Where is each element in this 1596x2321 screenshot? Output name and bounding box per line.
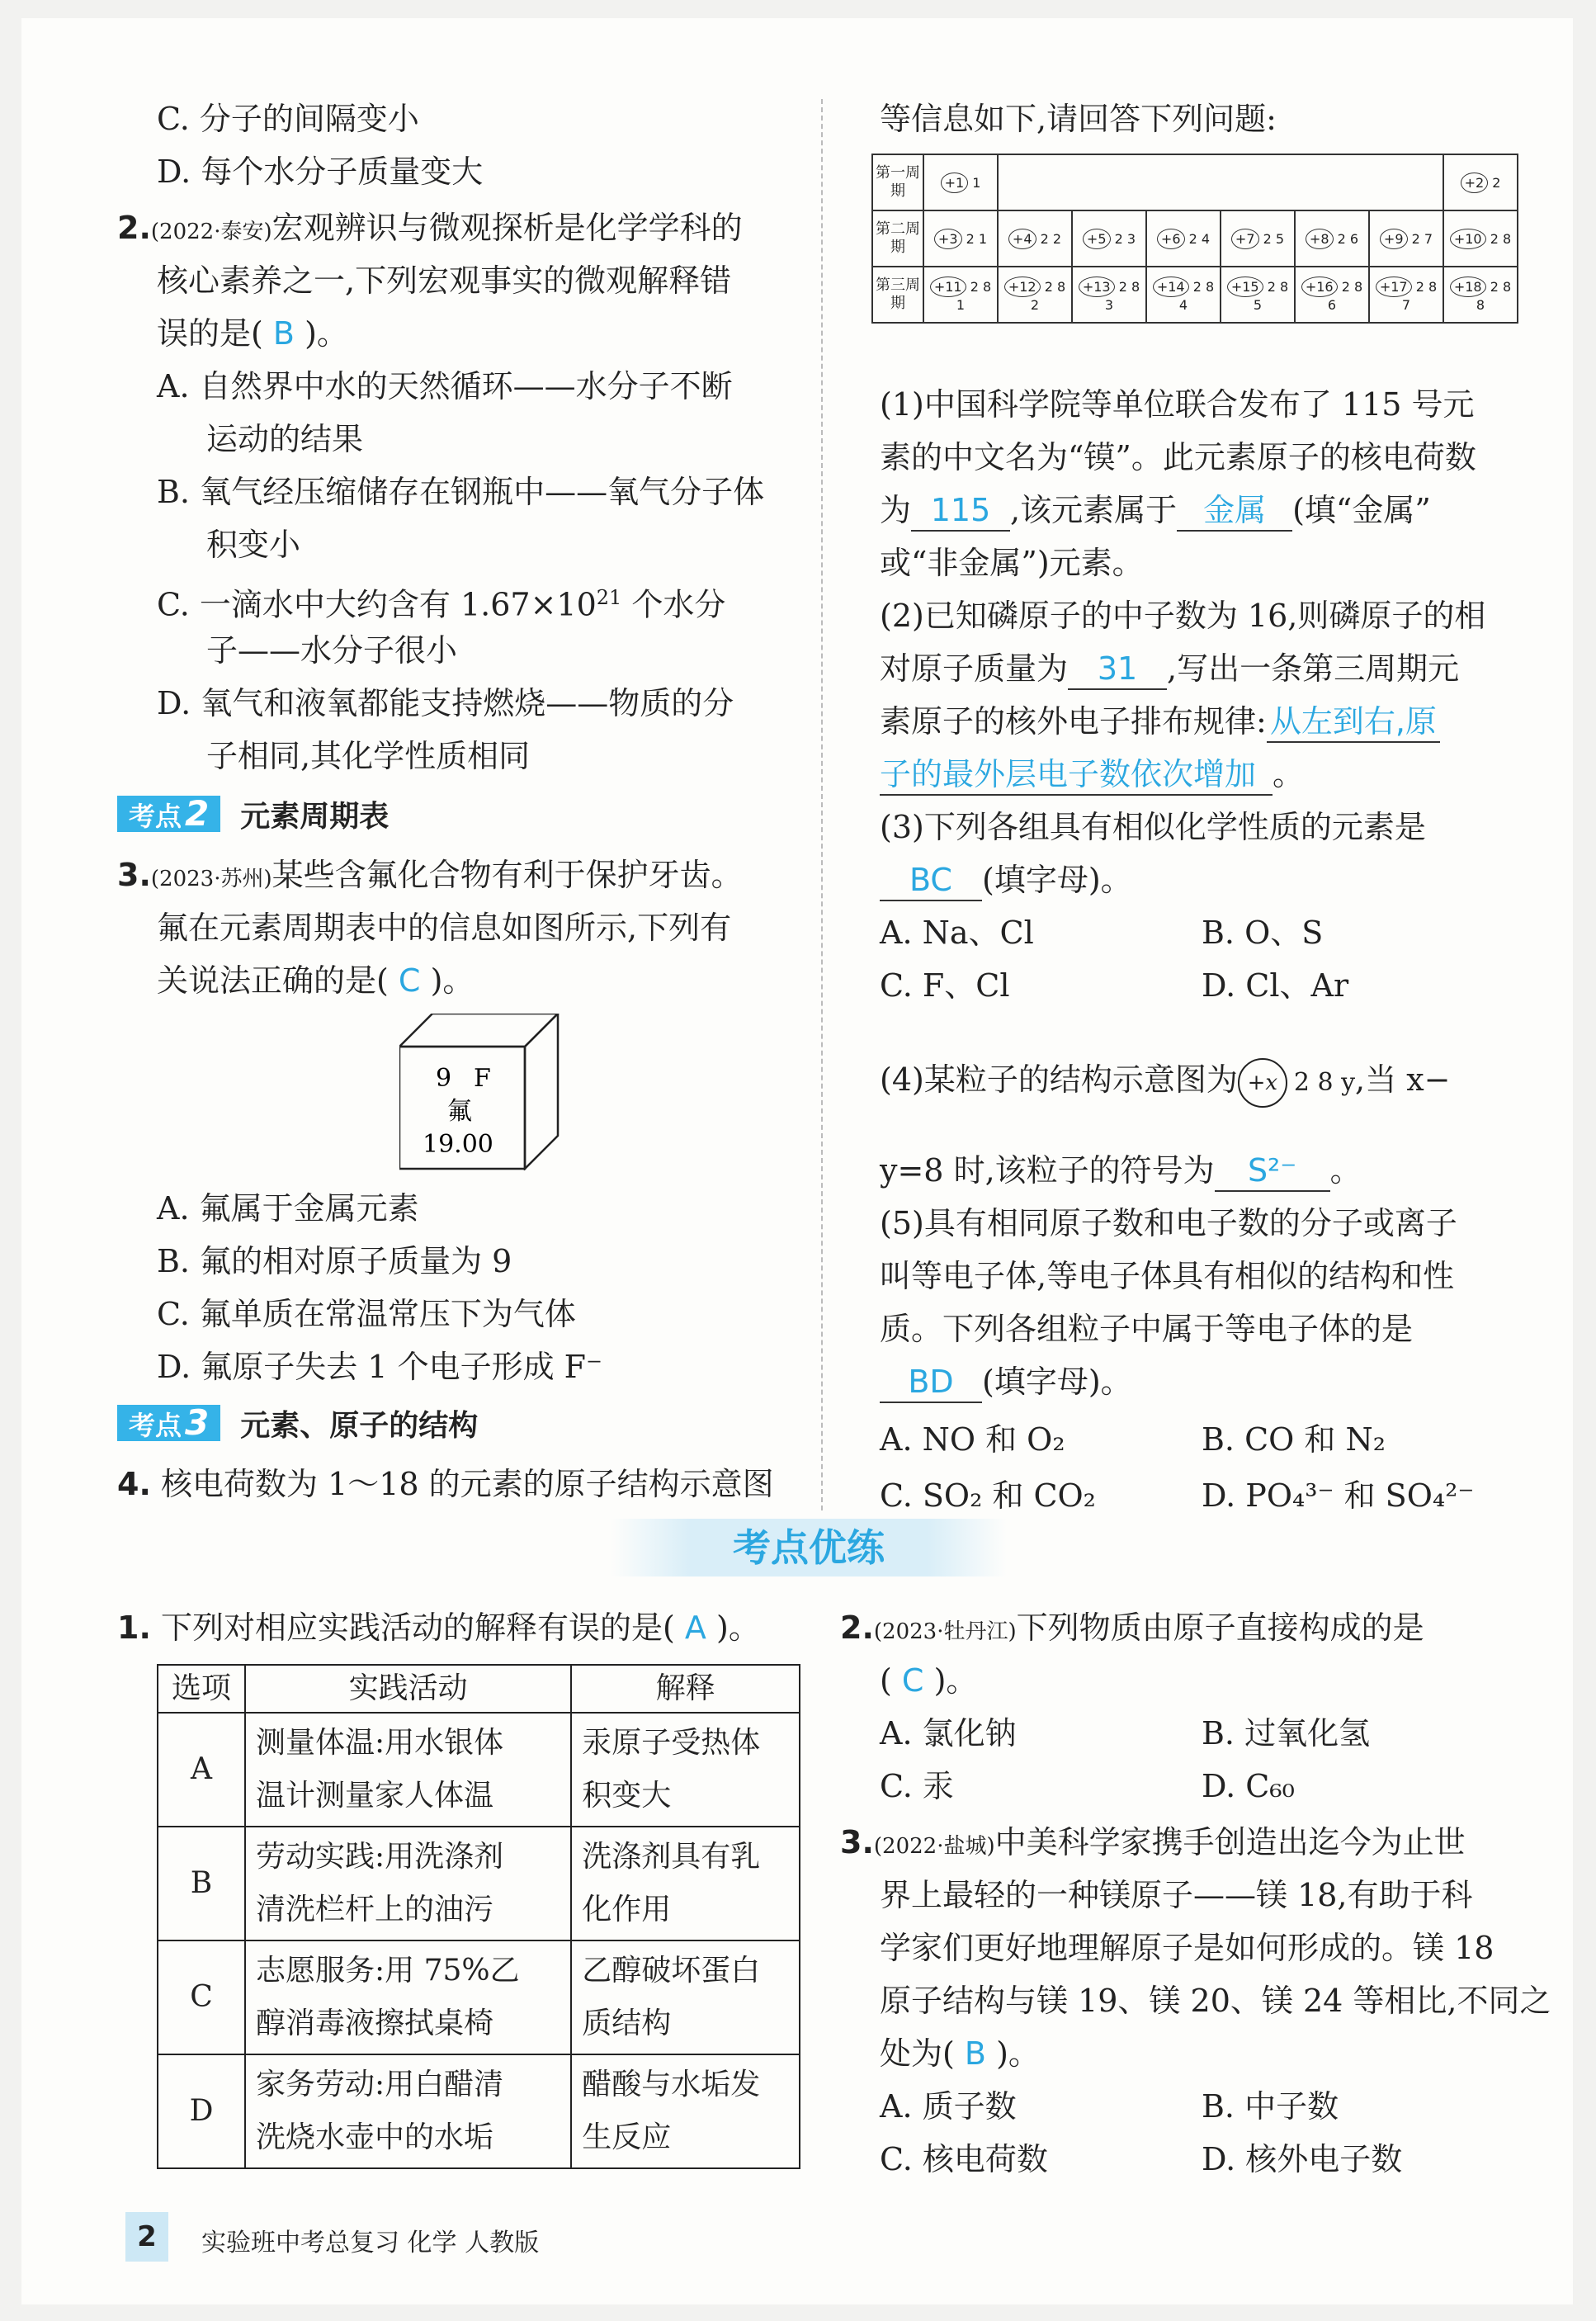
p2-end: 。 [1273,756,1305,792]
atom-cell [1146,210,1221,267]
explanation-line1: 乙醇破坏蛋白 [582,1954,761,1988]
period-3-row [872,267,1518,323]
bq3-stem-line4: 原子结构与镁 19、镁 20、镁 24 等相比,不同之 [880,1983,1551,2019]
nucleus: +7 [1231,229,1259,249]
p3-text: (填字母)。 [982,862,1132,898]
p2-line3 [880,695,1440,748]
q2-stem-line2: 核心素养之一,下列宏观事实的微观解释错 [157,262,732,299]
p4-text: (4)某粒子的结构示意图为 [880,1061,1238,1098]
element-cube-diagram [399,1014,564,1170]
column-divider [821,99,823,1510]
bq1-answer: A [684,1610,706,1646]
bq2-end: )。 [933,1662,978,1699]
p4-end: 。 [1329,1152,1362,1189]
p1-line4: 或“非金属”)元素。 [880,545,1144,581]
bq3-option-b: B. 中子数 [1202,2088,1339,2125]
empty-cell [1295,154,1369,210]
period-2-row [872,210,1518,267]
section-number: 2 [185,793,210,834]
p5-option-c: C. SO₂ 和 CO₂ [880,1477,1096,1514]
empty-cell [1221,154,1295,210]
cube-name: 氟 [447,1097,472,1126]
empty-cell [1072,154,1146,210]
section-title: 元素周期表 [240,799,390,834]
nucleus: +13 [1079,277,1115,297]
electron-shells: 2 2 [1040,230,1062,247]
p1-text3: (填“金属” [1292,492,1431,528]
explanation-line2: 化作用 [582,1893,672,1926]
q2-source: (2022·泰安) [150,220,272,244]
p5-line2: 叫等电子体,等电子体具有相似的结构和性 [880,1258,1455,1294]
electron-shells: 2 8 1 [956,279,992,313]
cube-mass: 19.00 [423,1130,493,1159]
row-explanation [571,2054,800,2168]
explanation-line2: 质结构 [582,2007,672,2040]
bq2-option-b: B. 过氧化氢 [1202,1715,1371,1751]
bq2-number: 2. [840,1610,874,1646]
period-1-row [872,154,1518,210]
q2-option-c-text2: 个水分 [621,586,726,623]
bq3-stem-line3: 学家们更好地理解原子是如何形成的。镁 18 [880,1930,1494,1966]
q3-stem-line2: 氟在元素周期表中的信息如图所示,下列有 [157,910,732,946]
explanation-line1: 醋酸与水垢发 [582,2068,761,2101]
q2-option-d: D. 氧气和液氧都能支持燃烧——物质的分 [157,685,734,721]
q2-text: 宏观辨识与微观探析是化学学科的 [272,210,743,246]
atom-cell [923,267,998,323]
row-explanation [571,1940,800,2054]
electron-shells: 2 8 5 [1253,279,1289,313]
p5-line1: (5)具有相同原子数和电子数的分子或离子 [880,1205,1457,1241]
activity-line1: 劳动实践:用洗涤剂 [256,1840,504,1874]
p2-blank-rule-cont: 子的最外层电子数依次增加 [880,754,1273,796]
cube-atomic-number: 9 [436,1064,452,1093]
p1-text: 为 [880,492,912,528]
section-number: 3 [185,1402,210,1443]
bq2-answer: C [901,1662,924,1699]
section-tag [117,793,220,834]
p4-line2 [880,1144,1362,1197]
electron-shells: 2 [1492,174,1501,191]
p4-blank-symbol: S²⁻ [1215,1151,1330,1192]
p2-line4 [880,748,1304,801]
electron-shells: 2 8 8 [1476,279,1512,313]
atom-cell [1295,210,1369,267]
bq2-open: ( [880,1662,892,1699]
bq2-text: 下列物质由原子直接构成的是 [1016,1610,1424,1646]
nucleus: +8 [1306,229,1334,249]
atom-cell [1369,210,1443,267]
p3-line2 [880,853,1132,906]
row-explanation [571,1713,800,1827]
empty-cell [998,154,1072,210]
p2-text: 对原子质量为 [880,650,1069,687]
electron-shells: 2 8 3 [1104,279,1140,313]
p2-text3: 素原子的核外电子排布规律: [880,703,1267,740]
q2-stem-end: )。 [305,315,348,352]
q3-option-d: D. 氟原子失去 1 个电子形成 F⁻ [157,1349,603,1385]
practice-banner: 考点优练 [611,1519,1007,1576]
electron-shells: 2 8 [1490,230,1512,247]
p5-line4 [880,1355,1132,1408]
atom-cell [1146,267,1221,323]
row-option: A [158,1713,245,1827]
electron-shells: 2 5 [1263,230,1285,247]
atom-cell [1369,267,1443,323]
bq2-stem-line1 [840,1601,1424,1658]
p5-option-b: B. CO 和 N₂ [1202,1421,1386,1458]
q3-option-a: A. 氟属于金属元素 [157,1190,419,1227]
p3-option-a: A. Na、Cl [880,915,1034,951]
nucleus: +15 [1227,277,1263,297]
p1-text2: ,该元素属于 [1010,492,1178,528]
q3-number: 3. [117,857,151,893]
header-activity: 实践活动 [245,1665,571,1713]
q4-stem-line2: 等信息如下,请回答下列问题: [880,101,1277,137]
electron-shells: 2 4 [1188,230,1211,247]
p2-line2 [880,642,1459,695]
empty-cell [1369,154,1443,210]
p5-option-d: D. PO₄³⁻ 和 SO₄²⁻ [1202,1477,1475,1514]
p4-nucleus: +x [1238,1058,1287,1108]
p5-option-a: A. NO 和 O₂ [880,1421,1065,1458]
nucleus: +9 [1380,229,1408,249]
table-header-row [158,1665,800,1713]
activity-line1: 测量体温:用水银体 [256,1726,504,1760]
section-tag [117,1402,220,1443]
p2-blank-rule: 从左到右,原 [1267,702,1440,743]
nucleus: +16 [1301,277,1338,297]
atom-cell [1221,267,1295,323]
section-title: 元素、原子的结构 [240,1408,479,1443]
bq2-source: (2023·牡丹江) [873,1619,1017,1644]
bq3-option-d: D. 核外电子数 [1202,2141,1403,2177]
p5-text: (填字母)。 [982,1364,1132,1400]
row-activity [245,1940,571,2054]
activity-line2: 温计测量家人体温 [256,1779,494,1813]
q2-option-c-text: C. 一滴水中大约含有 1.67×10 [157,586,597,623]
atom-cell [1072,210,1146,267]
nucleus: +2 [1461,173,1489,193]
bq3-source: (2022·盐城) [873,1834,995,1859]
q2-option-d-cont: 子相同,其化学性质相同 [206,738,531,774]
atom-cell [1443,210,1518,267]
bq3-end: )。 [996,2035,1040,2072]
electron-shells: 2 6 [1337,230,1359,247]
p2-blank-mass: 31 [1068,649,1167,690]
activity-line2: 清洗栏杆上的油污 [256,1893,494,1926]
bq1-number: 1. [117,1610,151,1646]
q2-option-b-cont: 积变小 [206,527,301,563]
nucleus: +10 [1450,229,1486,249]
bq3-stem-line5 [880,2027,1040,2080]
explanation-line1: 洗涤剂具有乳 [582,1840,761,1874]
bq2-option-a: A. 氯化钠 [880,1715,1017,1751]
q2-option-c-exp: 21 [596,586,622,609]
q2-stem-line1 [117,201,743,258]
nucleus: +3 [934,229,962,249]
p3-option-c: C. F、Cl [880,967,1010,1004]
period-1-label: 第一周期 [872,154,923,210]
bq3-stem-line1 [840,1816,1466,1873]
q2-option-b: B. 氧气经压缩储存在钢瓶中——氧气分子体 [157,474,765,510]
row-option: D [158,2054,245,2168]
p5-blank: BD [880,1362,982,1403]
bq2-option-d: D. C₆₀ [1202,1768,1295,1804]
nucleus: +5 [1083,229,1111,249]
nucleus: +4 [1008,229,1036,249]
q2-answer: B [272,315,295,352]
p1-line1: (1)中国科学院等单位联合发布了 115 号元 [880,386,1475,423]
row-activity [245,1713,571,1827]
q4-text: 核电荷数为 1～18 的元素的原子结构示意图 [160,1466,774,1502]
p2-line1: (2)已知磷原子的中子数为 16,则磷原子的相 [880,598,1486,634]
empty-cell [1146,154,1221,210]
nucleus: +17 [1376,277,1412,297]
p1-line3 [880,484,1431,537]
p4-text2: ,当 x− [1355,1061,1451,1098]
atom-cell [1443,154,1518,210]
p3-blank: BC [880,860,982,901]
section-tag-text: 考点 [129,801,182,832]
electron-shells: 2 8 4 [1178,279,1215,313]
nucleus: +6 [1157,229,1185,249]
bq3-answer: B [964,2035,986,2072]
activity-line2: 洗烧水壶中的水垢 [256,2120,494,2154]
nucleus: +11 [930,277,966,297]
electron-shells: 2 3 [1114,230,1136,247]
electron-shells: 2 1 [966,230,988,247]
q3-answer: C [398,962,421,999]
electron-shells: 2 7 [1411,230,1433,247]
q2-stem-text: 误的是( [157,315,263,352]
p5-line3: 质。下列各组粒子中属于等电子体的是 [880,1311,1414,1347]
nucleus: +1 [941,173,969,193]
bq3-option-c: C. 核电荷数 [880,2141,1048,2177]
p3-option-d: D. Cl、Ar [1202,967,1349,1004]
p4-text3: y=8 时,该粒子的符号为 [880,1152,1215,1189]
p4-line1 [880,1053,1450,1109]
row-option: B [158,1827,245,1940]
q2-option-a-cont: 运动的结果 [206,421,364,457]
atom-cell [1443,267,1518,323]
row-option: C [158,1940,245,2054]
bq1-end: )。 [716,1610,760,1646]
q2-option-c-cont: 子——水分子很小 [206,632,458,669]
p3-option-b: B. O、S [1202,915,1324,951]
p3-line1: (3)下列各组具有相似化学性质的元素是 [880,809,1426,845]
q3-stem-line3 [157,954,474,1007]
table-row [158,1827,800,1940]
nucleus: +12 [1004,277,1041,297]
period-2-label: 第二周期 [872,210,923,267]
table-row [158,2054,800,2168]
p1-blank-charge: 115 [911,490,1010,532]
row-activity [245,2054,571,2168]
footer-text: 实验班中考总复习 化学 人教版 [201,2229,540,2257]
atom-cell [998,267,1072,323]
bq3-number: 3. [840,1824,874,1860]
header-explanation: 解释 [571,1665,800,1713]
table-row [158,1713,800,1827]
electron-shells: 2 8 6 [1327,279,1363,313]
q2-option-c [157,571,725,631]
q3-stem-line1 [117,849,743,905]
q1-option-d: D. 每个水分子质量变大 [157,154,484,190]
q3-option-b: B. 氟的相对原子质量为 9 [157,1243,512,1279]
bq2-option-c: C. 汞 [880,1768,954,1804]
periodic-table-diagram [871,154,1518,324]
activity-line2: 醇消毒液擦拭桌椅 [256,2007,494,2040]
q4-number: 4. [117,1466,151,1502]
q3-stem-text: 关说法正确的是( [157,962,389,999]
p4-electron-shells: 2 8 y [1293,1068,1356,1097]
atom-cell [1221,210,1295,267]
bq3-text: 中美科学家携手创造出迄今为止世 [994,1824,1466,1860]
p2-text2: ,写出一条第三周期元 [1167,650,1460,687]
q3-source: (2023·苏州) [150,867,272,891]
p1-blank-metal: 金属 [1177,490,1292,532]
q4-stem-line1 [117,1458,774,1510]
section-tag-text: 考点 [129,1410,182,1441]
q3-text: 某些含氟化合物有利于保护牙齿。 [272,857,743,893]
practice-table [157,1664,800,2169]
period-3-label: 第三周期 [872,267,923,323]
bq3-stem-line2: 界上最轻的一种镁原子——镁 18,有助于科 [880,1877,1473,1913]
nucleus: +18 [1450,277,1486,297]
q2-stem-line3 [157,307,348,360]
q2-number: 2. [117,210,151,246]
explanation-line1: 汞原子受热体 [582,1726,761,1760]
cube-symbol: F [474,1064,491,1093]
electron-shells: 1 [972,174,981,191]
q3-stem-end: )。 [430,962,475,999]
row-activity [245,1827,571,1940]
bq1-stem [117,1601,760,1654]
activity-line1: 志愿服务:用 75%乙 [256,1954,520,1988]
header-option: 选项 [158,1665,245,1713]
electron-shells: 2 8 7 [1401,279,1438,313]
atom-cell [923,154,998,210]
section-header-3 [117,1402,479,1443]
section-header-2 [117,793,390,834]
atom-cell [998,210,1072,267]
electron-shells: 2 8 2 [1030,279,1066,313]
explanation-line2: 生反应 [582,2120,672,2154]
bq3-option-a: A. 质子数 [880,2088,1017,2125]
q1-option-c: C. 分子的间隔变小 [157,101,419,137]
q3-option-c: C. 氟单质在常温常压下为气体 [157,1296,576,1332]
atom-cell [1295,267,1369,323]
atom-cell [923,210,998,267]
bq3-stem-text: 处为( [880,2035,955,2072]
activity-line1: 家务劳动:用白醋清 [256,2068,504,2101]
nucleus: +14 [1153,277,1189,297]
table-row [158,1940,800,2054]
row-explanation [571,1827,800,1940]
atom-cell [1072,267,1146,323]
bq1-text: 下列对相应实践活动的解释有误的是( [160,1610,675,1646]
q2-option-a: A. 自然界中水的天然循环——水分子不断 [157,368,733,404]
explanation-line2: 积变大 [582,1779,672,1813]
page-number: 2 [125,2212,168,2262]
bq2-stem-line2 [880,1654,977,1707]
p1-line2: 素的中文名为“镆”。此元素原子的核电荷数 [880,439,1476,475]
